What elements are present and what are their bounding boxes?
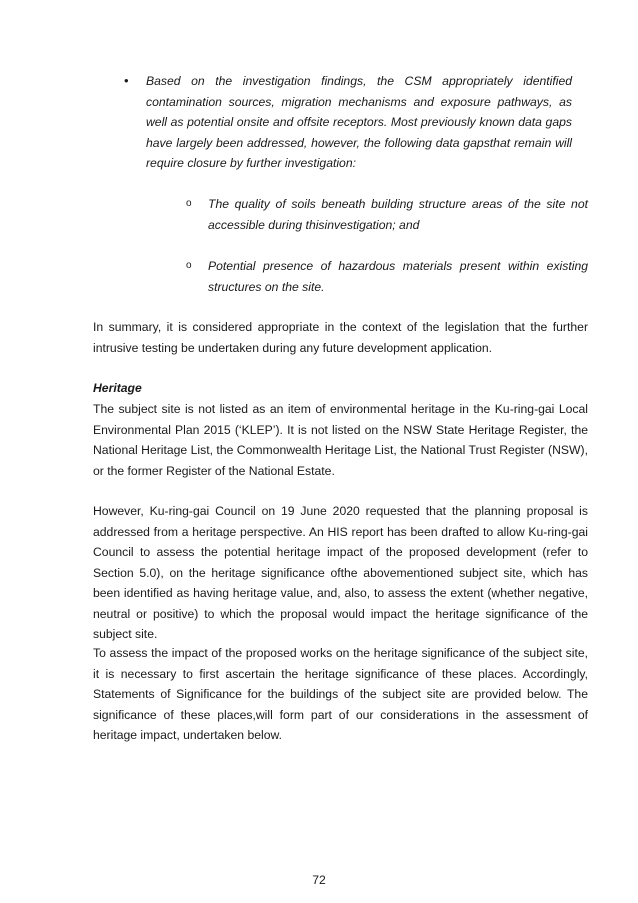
bullet-text: Based on the investigation findings, the CSM appropriately identified contamination sources, migration mechanisms and exposure pathways, as well as potential onsite and offsite receptors. Most previously known data gaps have largely been addressed, however, the following data gapsthat remain will require closure by further investigation: bbox=[146, 74, 572, 170]
sub-list-text: The quality of soils beneath building structure areas of the site not accessible during thisinvestigation; and bbox=[208, 197, 588, 232]
page-number: 72 bbox=[312, 873, 326, 887]
sub-list-marker: o bbox=[186, 260, 192, 271]
sub-list-text: Potential presence of hazardous materials present within existing structures on the site. bbox=[208, 259, 588, 294]
bullet-item bbox=[124, 71, 572, 174]
sub-list-marker: o bbox=[186, 198, 192, 209]
summary-paragraph: In summary, it is considered appropriate in the context of the legislation that the further intrusive testing be undertaken during any future development application. bbox=[93, 320, 588, 355]
sub-list-item bbox=[186, 194, 588, 235]
heritage-paragraph: To assess the impact of the proposed works on the heritage significance of the subject site, it is necessary to first ascertain the heritage significance of these places. Accordingly, Statements of Significance for the buildings of the subject site are provided below. The significance of these places,will form part of our considerations in the assessment of heritage impact, undertaken below. bbox=[93, 646, 588, 742]
heritage-paragraph: The subject site is not listed as an item of environmental heritage in the Ku-ring-gai Local Environmental Plan 2015 (‘KLEP’). It is not listed on the NSW State Heritage Register, the National Heritage List, the Commonwealth Heritage List, the National Trust Register (NSW), or the former Register of the National Estate. bbox=[93, 402, 588, 478]
sub-list-item bbox=[186, 256, 588, 297]
bullet-marker: • bbox=[124, 73, 129, 88]
section-heading: Heritage bbox=[93, 381, 142, 395]
heritage-paragraph: However, Ku-ring-gai Council on 19 June 2020 requested that the planning proposal is addressed from a heritage perspective. An HIS report has been drafted to allow Ku-ring-gai Council to assess the potential heritage impact of the proposed development (refer to Section 5.0), on the heritage significance ofthe abovementioned subject site, which has been identified as having heritage value, and, also, to assess the extent (whether negative, neutral or positive) to which the proposal would impact the heritage significance of the subject site. bbox=[93, 504, 588, 641]
